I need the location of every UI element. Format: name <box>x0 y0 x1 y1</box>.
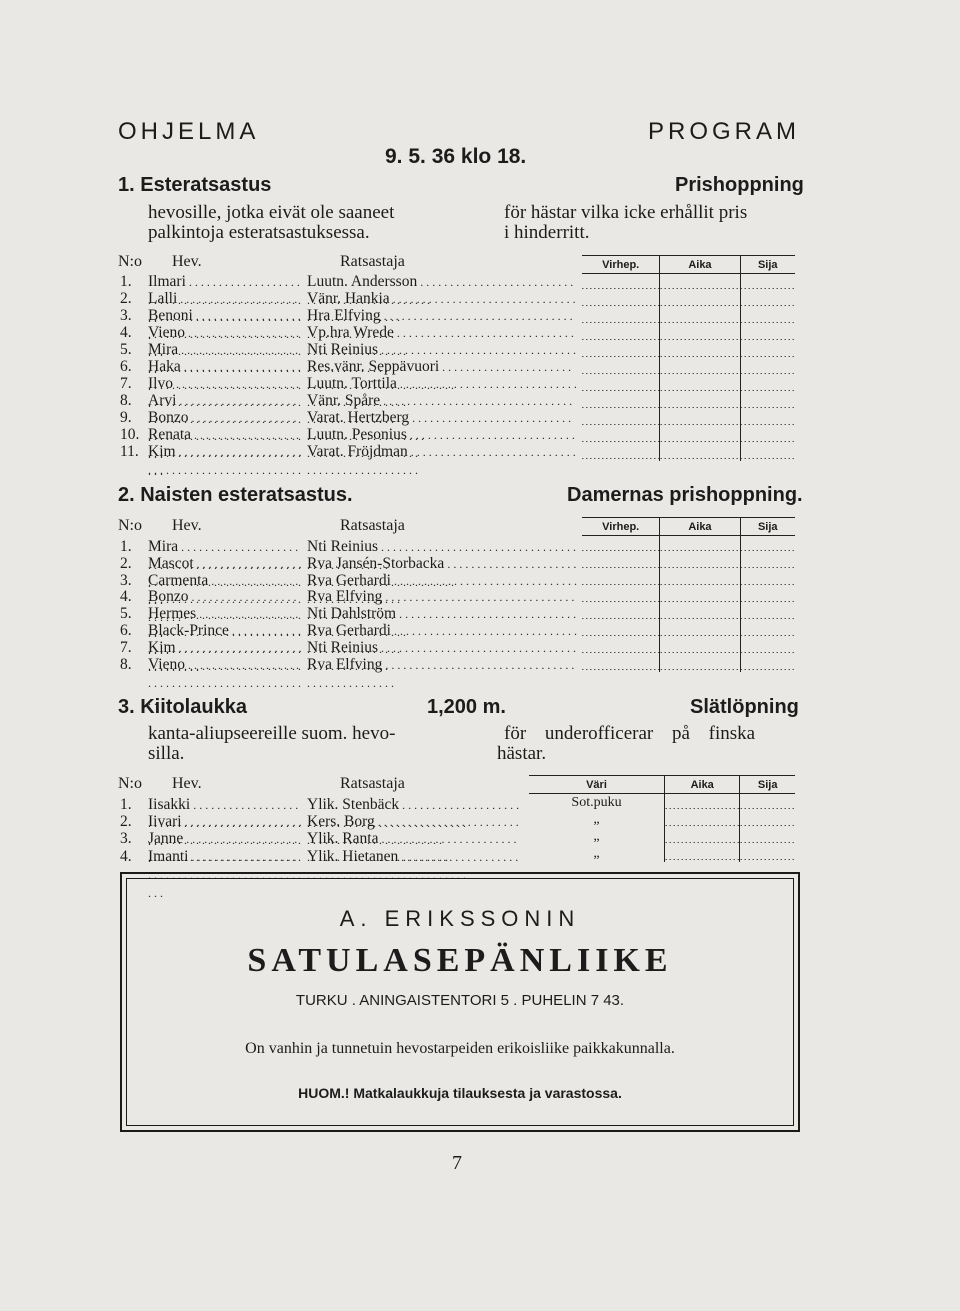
entry-row <box>120 341 580 358</box>
entry-horse: Black-Prince . . . <box>148 622 302 676</box>
entry-number: 7. <box>120 375 132 392</box>
entry-horse: Ilmari . . . <box>148 273 302 327</box>
score-time-cell <box>660 410 740 427</box>
score-time-cell <box>660 444 740 461</box>
entry-row <box>120 443 580 460</box>
s1-col-rider: Ratsastaja <box>340 253 405 270</box>
s1-th-sija: Sija <box>740 256 795 274</box>
entry-row <box>120 409 580 426</box>
entry-number: 4. <box>120 588 132 606</box>
entry-rider: Vp.hra Wrede . . . <box>307 324 577 360</box>
score-row <box>529 828 795 845</box>
page-number: 7 <box>452 1152 462 1174</box>
score-time-cell <box>660 308 740 325</box>
score-faults-cell <box>582 376 660 393</box>
score-row <box>582 342 795 359</box>
entry-horse: Bonzo . . . <box>148 588 302 642</box>
entry-horse: Hermes . . . <box>148 605 302 659</box>
score-place-cell <box>740 410 795 427</box>
score-place-cell <box>740 536 795 554</box>
section3-desc-sv-1: för underofficerar på finska <box>504 723 756 744</box>
score-time-cell <box>660 604 740 621</box>
s2-th-virhep: Virhep. <box>582 518 660 536</box>
entry-horse: Iivari . . . <box>148 813 302 867</box>
score-row <box>582 621 795 638</box>
entry-row <box>120 656 580 673</box>
entry-horse: Mascot . . . <box>148 555 302 609</box>
score-faults-cell <box>582 291 660 308</box>
score-faults-cell <box>582 655 660 672</box>
score-time-cell <box>665 845 740 862</box>
section1-title-sv: Prishoppning <box>675 174 804 196</box>
score-place-cell <box>740 655 795 672</box>
score-place-cell <box>740 570 795 587</box>
s3-col-horse: Hev. <box>172 775 202 792</box>
entry-rider: Rva Elfving . . . <box>307 588 577 624</box>
entry-row <box>120 358 580 375</box>
section2-score-table <box>582 517 795 672</box>
score-time-cell <box>660 274 740 292</box>
score-row <box>582 553 795 570</box>
score-color-cell: „ <box>593 811 600 827</box>
score-time-cell <box>660 570 740 587</box>
entry-horse: Ilvo . . . <box>148 375 302 411</box>
score-place-cell <box>740 427 795 444</box>
entry-row <box>120 796 580 813</box>
s2-th-aika: Aika <box>660 518 740 536</box>
entry-row <box>120 426 580 443</box>
score-place-cell <box>740 274 795 292</box>
entry-rider: Luutn. Pesonius . . . <box>307 426 577 462</box>
score-faults-cell <box>582 325 660 342</box>
s1-col-num: N:o <box>118 253 142 270</box>
score-row <box>529 845 795 862</box>
entry-number: 5. <box>120 341 132 358</box>
entry-horse: Iisakki . . . <box>148 796 302 850</box>
entry-number: 5. <box>120 605 132 623</box>
score-time-cell <box>660 536 740 554</box>
section1-desc-fi-1: hevosille, jotka eivät ole saaneet <box>148 202 395 223</box>
score-faults-cell <box>582 359 660 376</box>
entry-horse: Mira . . . <box>148 341 302 395</box>
entry-row <box>120 290 580 307</box>
entry-rider: Rva Jansén-Storbacka . . . <box>307 555 577 591</box>
entry-number: 7. <box>120 638 132 656</box>
score-faults-cell <box>582 587 660 604</box>
s2-th-sija: Sija <box>740 518 795 536</box>
entry-rider: Vänr. Hankia . . . <box>307 290 577 326</box>
entry-row <box>120 830 580 847</box>
score-time-cell <box>665 828 740 845</box>
s2-col-num: N:o <box>118 517 142 534</box>
score-row <box>582 291 795 308</box>
entry-row <box>120 375 580 392</box>
score-time-cell <box>660 291 740 308</box>
score-place-cell <box>740 794 795 812</box>
entry-rider: Nti Reinius . . . <box>307 341 577 377</box>
entry-rider: Kers. Borg . . . <box>307 813 522 849</box>
entry-horse: Vieno . . . <box>148 656 302 710</box>
entry-number: 1. <box>120 273 132 290</box>
entry-number: 4. <box>120 324 132 341</box>
score-faults-cell <box>582 393 660 410</box>
score-faults-cell <box>582 308 660 325</box>
entry-rider: Nti Dahlström . . . <box>307 605 577 641</box>
ad-address: TURKU . ANINGAISTENTORI 5 . PUHELIN 7 43. <box>295 992 625 1009</box>
score-place-cell <box>740 587 795 604</box>
score-faults-cell <box>582 427 660 444</box>
section1-score-table <box>582 255 795 461</box>
score-faults-cell <box>582 274 660 292</box>
entry-rider: Rva Gerhardi . . . <box>307 572 577 608</box>
entry-number: 8. <box>120 655 132 673</box>
score-time-cell <box>660 427 740 444</box>
score-place-cell <box>740 811 795 828</box>
score-row <box>582 587 795 604</box>
entry-number: 9. <box>120 409 132 426</box>
score-row <box>582 536 795 554</box>
entry-horse: Benoni . . . <box>148 307 302 361</box>
s3-th-aika: Aika <box>665 776 740 794</box>
section3-desc-sv-2: hästar. <box>497 743 547 764</box>
entry-row <box>120 639 580 656</box>
entry-number: 8. <box>120 392 132 409</box>
score-time-cell <box>660 638 740 655</box>
ad-slogan: On vanhin ja tunnetuin hevostarpeiden erikoisliike paikkakunnalla. <box>245 1040 675 1057</box>
s3-col-num: N:o <box>118 775 142 792</box>
entry-row <box>120 555 580 572</box>
entry-rider: Nti Reinius . . . <box>307 639 577 675</box>
score-row <box>582 308 795 325</box>
entry-horse: Kim . . . <box>148 443 302 479</box>
section2-title-sv: Damernas prishoppning. <box>567 484 803 506</box>
ad-business-title: SATULASEPÄNLIIKE <box>247 942 673 979</box>
entry-horse: Arvi . . . <box>148 392 302 446</box>
score-time-cell <box>660 325 740 342</box>
score-place-cell <box>740 604 795 621</box>
entry-rider: Nti Reinius . . . <box>307 538 577 574</box>
score-row <box>529 811 795 828</box>
section3-score-table <box>529 775 795 862</box>
entry-horse: Kim . . . <box>148 639 302 675</box>
entry-row <box>120 848 580 865</box>
score-faults-cell <box>582 410 660 427</box>
entry-horse: Carmenta . . . <box>148 572 302 626</box>
entry-rider: Res.vänr. Seppävuori . . . <box>307 358 577 394</box>
s1-th-aika: Aika <box>660 256 740 274</box>
score-place-cell <box>740 553 795 570</box>
score-faults-cell <box>582 342 660 359</box>
score-faults-cell <box>582 553 660 570</box>
entry-number: 6. <box>120 358 132 375</box>
entry-horse: Imanti . . . <box>148 848 302 902</box>
section1-desc-fi-2: palkintoja esteratsastuksessa. <box>148 222 370 243</box>
score-row <box>582 274 795 292</box>
score-row <box>582 427 795 444</box>
entry-horse: Mira . . . <box>148 538 302 592</box>
score-place-cell <box>740 342 795 359</box>
entry-row <box>120 572 580 589</box>
score-time-cell <box>660 359 740 376</box>
score-time-cell <box>660 553 740 570</box>
entry-number: 3. <box>120 830 132 848</box>
score-place-cell <box>740 621 795 638</box>
entry-number: 2. <box>120 290 132 307</box>
header-right: PROGRAM <box>648 118 801 145</box>
score-time-cell <box>665 794 740 812</box>
entry-rider: Ylik. Ranta . . . <box>307 830 522 866</box>
entry-horse: Haka . . . <box>148 358 302 412</box>
score-place-cell <box>740 291 795 308</box>
entry-horse: Lalli . . . <box>148 290 302 344</box>
score-faults-cell <box>582 444 660 461</box>
score-row <box>529 794 795 812</box>
entry-row <box>120 813 580 830</box>
entry-number: 6. <box>120 622 132 639</box>
entry-row <box>120 538 580 555</box>
s2-col-rider: Ratsastaja <box>340 517 405 534</box>
section3-desc-fi-2: silla. <box>148 743 185 764</box>
s3-th-sija: Sija <box>740 776 795 794</box>
entry-rider: Varat. Hertzberg . . . <box>307 409 577 445</box>
entry-horse: Renata . . . <box>148 426 302 480</box>
score-color-cell: „ <box>593 828 600 844</box>
entry-row <box>120 273 580 290</box>
section3-desc-fi-1: kanta-aliupseereille suom. hevo- <box>148 723 396 744</box>
entry-rider: Rva Elfving . . . <box>307 656 577 692</box>
s3-th-vari: Väri <box>529 776 665 794</box>
entry-row <box>120 588 580 605</box>
entry-rider: Hra Elfving . . . <box>307 307 577 343</box>
section3-title-fi: 3. Kiitolaukka <box>118 696 247 718</box>
score-place-cell <box>740 308 795 325</box>
entry-row <box>120 622 580 639</box>
score-row <box>582 444 795 461</box>
entry-row <box>120 324 580 341</box>
score-time-cell <box>660 655 740 672</box>
score-time-cell <box>660 393 740 410</box>
score-row <box>582 393 795 410</box>
entry-rider: Luutn. Andersson . . . <box>307 273 577 309</box>
score-place-cell <box>740 376 795 393</box>
entry-number: 2. <box>120 813 132 831</box>
score-row <box>582 410 795 427</box>
score-color-cell: „ <box>593 845 600 861</box>
score-row <box>582 359 795 376</box>
entry-rider: Ylik. Hietanen . . . <box>307 848 522 884</box>
score-place-cell <box>740 845 795 862</box>
score-place-cell <box>740 325 795 342</box>
entry-horse: Bonzo . . . <box>148 409 302 463</box>
ad-company-name: A. ERIKSSONIN <box>339 906 581 931</box>
s2-col-horse: Hev. <box>172 517 202 534</box>
s1-th-virhep: Virhep. <box>582 256 660 274</box>
program-date: 9. 5. 36 klo 18. <box>385 145 527 168</box>
section1-desc-sv-2: i hinderritt. <box>504 222 590 243</box>
entry-row <box>120 307 580 324</box>
entry-number: 1. <box>120 796 132 813</box>
score-faults-cell <box>582 638 660 655</box>
entry-rider: Luutn. Torttila . . . <box>307 375 577 411</box>
score-faults-cell <box>582 621 660 638</box>
score-time-cell <box>660 376 740 393</box>
score-time-cell <box>660 587 740 604</box>
entry-number: 3. <box>120 307 132 324</box>
entry-row <box>120 392 580 409</box>
entry-horse: Vieno . . . <box>148 324 302 378</box>
section1-desc-sv-1: för hästar vilka icke erhållit pris <box>504 202 748 223</box>
score-time-cell <box>665 811 740 828</box>
entry-rider: Varat. Fröjdman . . . <box>307 443 577 479</box>
section1-title-fi: 1. Esteratsastus <box>118 174 272 196</box>
entry-number: 1. <box>120 538 132 555</box>
entry-rider: Rva Gerhardi . . . <box>307 622 577 658</box>
score-row <box>582 570 795 587</box>
header-left: OHJELMA <box>118 118 260 145</box>
entry-number: 11. <box>120 443 139 460</box>
score-row <box>582 604 795 621</box>
ad-note: HUOM.! Matkalaukkuja tilauksesta ja varastossa. <box>298 1085 622 1101</box>
score-place-cell <box>740 444 795 461</box>
entry-number: 4. <box>120 847 132 865</box>
entry-number: 10. <box>120 426 140 443</box>
section3-distance: 1,200 m. <box>427 696 506 718</box>
score-row <box>582 325 795 342</box>
score-faults-cell <box>582 536 660 554</box>
score-time-cell <box>660 621 740 638</box>
s3-col-rider: Ratsastaja <box>340 775 405 792</box>
section2-title-fi: 2. Naisten esteratsastus. <box>118 484 353 506</box>
score-time-cell <box>660 342 740 359</box>
score-place-cell <box>740 828 795 845</box>
score-faults-cell <box>582 604 660 621</box>
entry-rider: Vänr. Spåre . . . <box>307 392 577 428</box>
score-faults-cell <box>582 570 660 587</box>
score-place-cell <box>740 359 795 376</box>
advertisement-box <box>120 872 800 1132</box>
entry-number: 3. <box>120 571 132 589</box>
score-place-cell <box>740 393 795 410</box>
entry-row <box>120 605 580 622</box>
score-color-cell: Sot.puku <box>571 794 622 810</box>
score-row <box>582 655 795 672</box>
score-row <box>582 638 795 655</box>
score-place-cell <box>740 638 795 655</box>
entry-rider: Ylik. Stenbäck . . . <box>307 796 522 832</box>
entry-number: 2. <box>120 554 132 572</box>
s1-col-horse: Hev. <box>172 253 202 270</box>
section3-title-sv: Slätlöpning <box>690 696 799 718</box>
score-row <box>582 376 795 393</box>
entry-horse: Janne . . . <box>148 830 302 884</box>
